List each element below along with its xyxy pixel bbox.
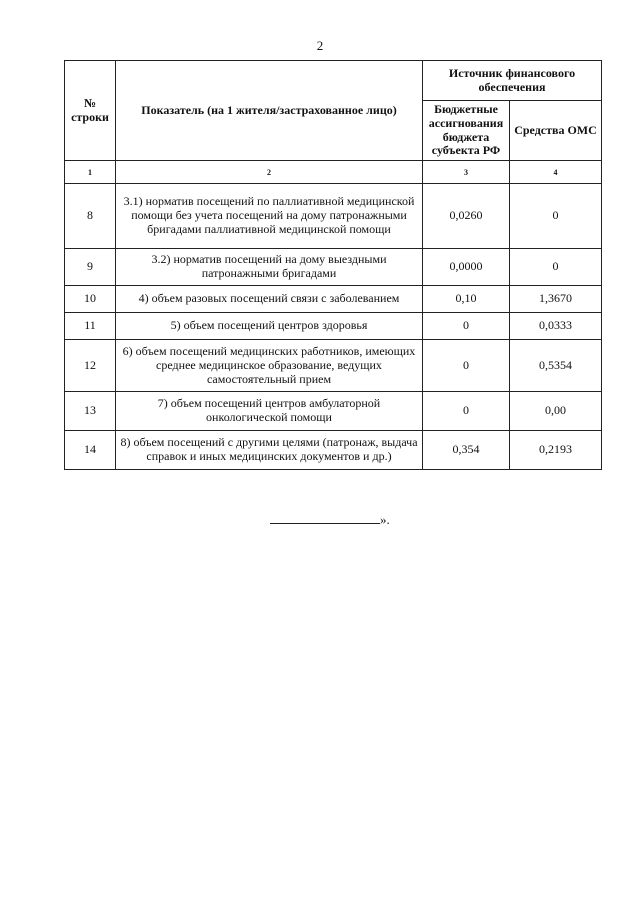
row-number: 13 xyxy=(65,392,116,431)
column-index-row xyxy=(65,161,602,184)
row-budget-value: 0,10 xyxy=(423,286,510,313)
column-index: 3 xyxy=(423,161,510,184)
row-number: 12 xyxy=(65,340,116,392)
column-index: 2 xyxy=(116,161,423,184)
row-oms-value: 0,5354 xyxy=(510,340,602,392)
row-indicator: 6) объем посещений медицинских работников, имеющих среднее медицинское образование, ведущих самостоятельный прием xyxy=(116,340,423,392)
financing-norms-table xyxy=(64,60,602,470)
header-budget: Бюджетные ассигнования бюджета субъекта РФ xyxy=(423,101,510,161)
row-number: 14 xyxy=(65,431,116,470)
row-number: 9 xyxy=(65,249,116,286)
row-budget-value: 0,354 xyxy=(423,431,510,470)
table-row xyxy=(65,286,602,313)
closing-mark xyxy=(270,511,390,528)
page-number: 2 xyxy=(316,38,324,53)
row-budget-value: 0 xyxy=(423,340,510,392)
header-indicator: Показатель (на 1 жителя/застрахованное лицо) xyxy=(116,61,423,161)
row-budget-value: 0 xyxy=(423,392,510,431)
row-indicator: 5) объем посещений центров здоровья xyxy=(116,313,423,340)
table-header-row xyxy=(65,61,602,101)
table-row xyxy=(65,340,602,392)
row-number: 8 xyxy=(65,184,116,249)
row-oms-value: 0 xyxy=(510,249,602,286)
table-row xyxy=(65,313,602,340)
row-indicator: 7) объем посещений центров амбулаторной онкологической помощи xyxy=(116,392,423,431)
row-oms-value: 0,2193 xyxy=(510,431,602,470)
row-oms-value: 0,0333 xyxy=(510,313,602,340)
row-oms-value: 0,00 xyxy=(510,392,602,431)
signature-line xyxy=(270,511,380,524)
table-row xyxy=(65,431,602,470)
row-indicator: 8) объем посещений с другими целями (патронаж, выдача справок и иных медицинских документов и др.) xyxy=(116,431,423,470)
row-budget-value: 0,0000 xyxy=(423,249,510,286)
row-number: 11 xyxy=(65,313,116,340)
row-indicator: 4) объем разовых посещений связи с заболеванием xyxy=(116,286,423,313)
header-oms: Средства ОМС xyxy=(510,101,602,161)
row-indicator: 3.1) норматив посещений по паллиативной медицинской помощи без учета посещений на дому патронажными бригадами паллиативной медицинской помощи xyxy=(116,184,423,249)
header-row-number: № строки xyxy=(65,61,116,161)
column-index: 4 xyxy=(510,161,602,184)
column-index: 1 xyxy=(65,161,116,184)
row-number: 10 xyxy=(65,286,116,313)
table-row xyxy=(65,249,602,286)
closing-quote: ». xyxy=(380,512,390,527)
row-budget-value: 0,0260 xyxy=(423,184,510,249)
row-oms-value: 1,3670 xyxy=(510,286,602,313)
table-row xyxy=(65,184,602,249)
row-budget-value: 0 xyxy=(423,313,510,340)
table-row xyxy=(65,392,602,431)
row-oms-value: 0 xyxy=(510,184,602,249)
header-financing-source: Источник финансового обеспечения xyxy=(423,61,602,101)
row-indicator: 3.2) норматив посещений на дому выездными патронажными бригадами xyxy=(116,249,423,286)
